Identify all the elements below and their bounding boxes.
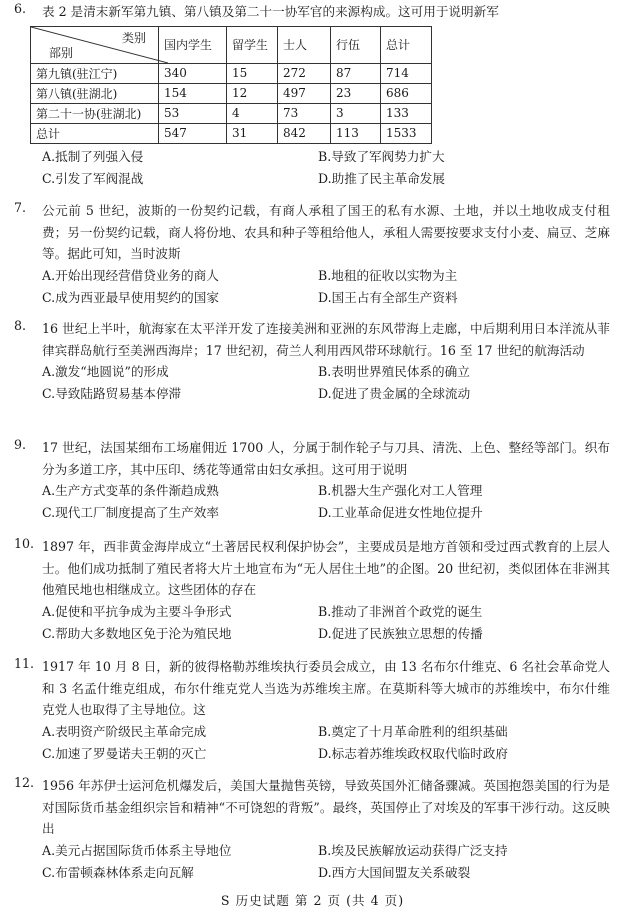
option-b[interactable]: B.埃及民族解放运动获得广泛支持 bbox=[318, 842, 508, 858]
question-stem: 17 世纪，法国某细布工场雇佣近 1700 人，分属于制作轮子与刀具、清洗、上色、整经等部门。织布分为多道工序，其中压印、绣花等通常由妇女承担。这可用于说明 bbox=[42, 440, 610, 477]
table-cell: 497 bbox=[278, 83, 331, 103]
column-header: 国内学生 bbox=[159, 26, 227, 63]
header-category-label: 类别 bbox=[121, 30, 146, 45]
row-label: 第八镇(驻湖北) bbox=[31, 83, 159, 103]
option-d[interactable]: D.西方大国间盟友关系破裂 bbox=[318, 864, 471, 880]
question-stem: 公元前 5 世纪，波斯的一份契约记载，有商人承租了国王的私有水源、土地，并以土地收成支付租费；另一份契约记载，商人将份地、农具和种子等租给他人，承租人需要按要求支付小麦、扁豆、芝麻等。据此可知，当时波斯 bbox=[42, 203, 610, 261]
option-d[interactable]: D.促进了贵金属的全球流动 bbox=[318, 386, 471, 401]
option-d[interactable]: D.标志着苏维埃政权取代临时政府 bbox=[318, 745, 508, 761]
column-header: 士人 bbox=[278, 26, 331, 63]
option-a[interactable]: A.表明资产阶级民主革命完成 bbox=[42, 723, 207, 739]
option-c[interactable]: C.成为西亚最早使用契约的国家 bbox=[42, 289, 219, 305]
column-header: 留学生 bbox=[227, 26, 278, 63]
table-cell: 53 bbox=[159, 103, 227, 123]
row-label: 总计 bbox=[31, 123, 159, 143]
question-number: 8. bbox=[14, 318, 27, 333]
table-cell: 31 bbox=[227, 123, 278, 143]
option-c[interactable]: C.导致陆路贸易基本停滞 bbox=[42, 386, 182, 401]
table-row bbox=[31, 63, 432, 83]
option-a[interactable]: A.开始出现经营借贷业务的商人 bbox=[42, 267, 219, 283]
options-grid bbox=[42, 840, 610, 884]
table-cell: 113 bbox=[331, 123, 381, 143]
row-label: 第二十一协(驻湖北) bbox=[31, 103, 159, 123]
option-d[interactable]: D.工业革命促进女性地位提升 bbox=[318, 505, 483, 520]
question-number: 11. bbox=[14, 656, 35, 671]
option-a[interactable]: A.生产方式变革的条件渐趋成熟 bbox=[42, 483, 219, 498]
option-d[interactable]: D.促进了民族独立思想的传播 bbox=[318, 625, 483, 641]
table-row bbox=[31, 103, 432, 123]
table-cell: 1533 bbox=[381, 123, 432, 143]
options-grid bbox=[42, 146, 610, 190]
option-b[interactable]: B.地租的征收以实物为主 bbox=[318, 267, 458, 283]
table-cell: 3 bbox=[331, 103, 381, 123]
question-stem: 1956 年苏伊士运河危机爆发后，美国大量抛售英镑，导致英国外汇储备骤减。英国抱怨美国的行为是对国际货币基金组织宗旨和精神“不可饶恕的背叛”。最终，英国停止了对埃及的军事干涉行动。这反映出 bbox=[42, 778, 610, 836]
options-grid bbox=[42, 601, 610, 645]
option-b[interactable]: B.表明世界殖民体系的确立 bbox=[318, 364, 470, 379]
table-cell: 340 bbox=[159, 63, 227, 83]
table-cell: 87 bbox=[331, 63, 381, 83]
question-number: 7. bbox=[14, 200, 27, 215]
option-b[interactable]: B.奠定了十月革命胜利的组织基础 bbox=[318, 723, 508, 739]
options-grid bbox=[42, 480, 610, 524]
column-header: 行伍 bbox=[331, 26, 381, 63]
question-10 bbox=[14, 536, 610, 645]
question-number: 10. bbox=[14, 536, 35, 551]
option-b[interactable]: B.导致了军阀势力扩大 bbox=[318, 148, 445, 164]
question-number: 9. bbox=[14, 437, 27, 452]
option-c[interactable]: C.现代工厂制度提高了生产效率 bbox=[42, 505, 219, 520]
option-c[interactable]: C.布雷顿森林体系走向瓦解 bbox=[42, 864, 194, 880]
column-header: 总计 bbox=[381, 26, 432, 63]
question-number: 12. bbox=[14, 775, 35, 790]
table-cell: 154 bbox=[159, 83, 227, 103]
row-label: 第九镇(驻江宁) bbox=[31, 63, 159, 83]
table-cell: 714 bbox=[381, 63, 432, 83]
table-cell: 842 bbox=[278, 123, 331, 143]
option-d[interactable]: D.助推了民主革命发展 bbox=[318, 170, 445, 186]
question-12 bbox=[14, 775, 610, 884]
table-cell: 547 bbox=[159, 123, 227, 143]
option-b[interactable]: B.机器大生产强化对工人管理 bbox=[318, 483, 483, 498]
question-number: 6. bbox=[14, 1, 27, 16]
header-department-label: 部别 bbox=[49, 45, 74, 60]
diagonal-header-cell bbox=[31, 26, 159, 63]
option-a[interactable]: A.激发“地圆说”的形成 bbox=[42, 364, 169, 379]
table-cell: 133 bbox=[381, 103, 432, 123]
table-cell: 4 bbox=[227, 103, 278, 123]
option-a[interactable]: A.美元占据国际货币体系主导地位 bbox=[42, 842, 232, 858]
question-stem: 16 世纪上半叶，航海家在太平洋开发了连接美洲和亚洲的东风带海上走廊，中后期利用日本洋流从菲律宾群岛航行至美洲西海岸；17 世纪初，荷兰人利用西风带环球航行。16 至 17 世纪的航海活动 bbox=[42, 321, 610, 358]
table-cell: 73 bbox=[278, 103, 331, 123]
question-8 bbox=[14, 318, 610, 405]
table-header-row bbox=[31, 26, 432, 63]
options-grid bbox=[42, 721, 610, 765]
question-6 bbox=[14, 1, 610, 190]
officer-source-table bbox=[30, 26, 432, 144]
table-cell: 23 bbox=[331, 83, 381, 103]
option-d[interactable]: D.国王占有全部生产资料 bbox=[318, 289, 458, 305]
option-c[interactable]: C.加速了罗曼诺夫王朝的灭亡 bbox=[42, 745, 207, 761]
table-row bbox=[31, 83, 432, 103]
options-grid bbox=[42, 265, 610, 309]
options-grid bbox=[42, 361, 610, 405]
option-b[interactable]: B.推动了非洲首个政党的诞生 bbox=[318, 603, 483, 619]
table-cell: 686 bbox=[381, 83, 432, 103]
page-footer: S 历史试题 第 2 页 (共 4 页) bbox=[220, 893, 405, 908]
question-stem: 表 2 是清末新军第九镇、第八镇及第二十一协军官的来源构成。这可用于说明新军 bbox=[42, 4, 499, 19]
option-a[interactable]: A.抵制了列强入侵 bbox=[42, 148, 144, 164]
question-11 bbox=[14, 656, 610, 765]
question-stem: 1897 年，西非黄金海岸成立“土著居民权利保护协会”，主要成员是地方首领和受过西式教育的上层人士。他们成功抵制了殖民者将大片土地宣布为“无人居住土地”的企图。20 世纪初，类似团体在非洲其他殖民地也相继成立。这些团体的存在 bbox=[42, 539, 610, 597]
table-cell: 12 bbox=[227, 83, 278, 103]
question-9 bbox=[14, 437, 610, 524]
option-a[interactable]: A.促使和平抗争成为主要斗争形式 bbox=[42, 603, 232, 619]
option-c[interactable]: C.引发了军阀混战 bbox=[42, 170, 144, 186]
question-stem: 1917 年 10 月 8 日，新的彼得格勒苏维埃执行委员会成立，由 13 名布尔什维克、6 名社会革命党人和 3 名孟什维克组成，布尔什维克党人当选为苏维埃主席。在莫斯科等大城市的苏维埃中，布尔什维克党人也取得了主导地位。这 bbox=[42, 659, 610, 717]
table-row bbox=[31, 123, 432, 143]
table-cell: 272 bbox=[278, 63, 331, 83]
option-c[interactable]: C.帮助大多数地区免于沦为殖民地 bbox=[42, 625, 232, 641]
question-7 bbox=[14, 200, 610, 309]
table-cell: 15 bbox=[227, 63, 278, 83]
